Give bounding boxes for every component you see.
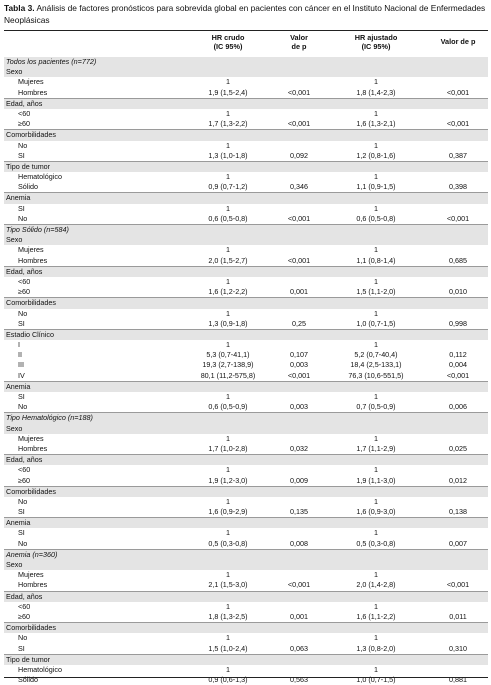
table-row <box>4 141 488 151</box>
cell-hr-ajustado: 1 <box>374 465 378 475</box>
cell-hr-crudo: 5,3 (0,7-41,1) <box>206 350 250 360</box>
header-hr-ajustado <box>326 34 426 51</box>
table-row <box>4 528 488 538</box>
cell-valor-p-ajustado: 0,010 <box>449 287 467 297</box>
cell-valor-p-ajustado: 0,138 <box>449 507 467 517</box>
row-label: Mujeres <box>18 245 44 255</box>
row-label: Hombres <box>18 255 48 265</box>
cell-valor-p-ajustado: 0,004 <box>449 360 467 370</box>
row-label: Estadio Clínico <box>6 329 54 339</box>
cell-hr-ajustado: 18,4 (2,5-133,1) <box>350 360 402 370</box>
row-label: No <box>18 140 28 150</box>
row-label: ≥60 <box>18 119 30 129</box>
cell-valor-p-ajustado: <0,001 <box>446 87 470 97</box>
table-variable-row <box>4 424 488 434</box>
row-label: Hombres <box>18 443 48 453</box>
table-row <box>4 633 488 643</box>
table-group-row <box>4 413 488 423</box>
cell-hr-ajustado: 1,7 (1,1-2,9) <box>356 443 396 453</box>
row-label: Hombres <box>18 580 48 590</box>
row-label: SI <box>18 507 25 517</box>
table-body <box>4 57 488 685</box>
cell-hr-ajustado: 1 <box>374 203 378 213</box>
table-variable-row <box>4 267 488 277</box>
table-variable-row <box>4 330 488 340</box>
cell-valor-p: 0,009 <box>290 475 308 485</box>
cell-valor-p: 0,063 <box>290 643 308 653</box>
row-label: Tipo de tumor <box>6 161 51 171</box>
row-label: <60 <box>18 276 31 286</box>
cell-hr-crudo: 1 <box>226 245 230 255</box>
cell-valor-p-ajustado: 0,006 <box>449 402 467 412</box>
table-row <box>4 77 488 87</box>
cell-hr-crudo: 1,9 (1,2-3,0) <box>208 475 248 485</box>
cell-hr-crudo: 1 <box>226 601 230 611</box>
cell-hr-ajustado: 1 <box>374 172 378 182</box>
cell-valor-p-ajustado: 0,310 <box>449 643 467 653</box>
cell-hr-crudo: 1,9 (1,5-2,4) <box>208 87 248 97</box>
table-variable-row <box>4 162 488 172</box>
cell-hr-crudo: 1,3 (0,9-1,8) <box>208 318 248 328</box>
table-row <box>4 309 488 319</box>
cell-valor-p-ajustado: 0,387 <box>449 150 467 160</box>
table-row <box>4 204 488 214</box>
table-variable-row <box>4 623 488 633</box>
row-label: SI <box>18 203 25 213</box>
cell-hr-crudo: 1 <box>226 276 230 286</box>
row-label: Hematológico <box>18 664 62 674</box>
table-row <box>4 287 488 298</box>
cell-hr-crudo: 1,7 (1,3-2,2) <box>208 119 248 129</box>
cell-hr-ajustado: 76,3 (10,6-551,5) <box>348 370 404 380</box>
row-label: Sexo <box>6 423 23 433</box>
row-label: <60 <box>18 601 31 611</box>
cell-hr-ajustado: 1,8 (1,4-2,3) <box>356 87 396 97</box>
table-variable-row <box>4 655 488 665</box>
cell-valor-p: 0,003 <box>290 402 308 412</box>
cell-hr-ajustado: 1 <box>374 433 378 443</box>
cell-hr-ajustado: 1 <box>374 570 378 580</box>
cell-valor-p-ajustado: 0,998 <box>449 318 467 328</box>
header-hr-crudo-line2: (IC 95%) <box>213 41 243 51</box>
row-label: ≥60 <box>18 287 30 297</box>
header-hr-crudo <box>182 34 274 51</box>
row-label: Anemia <box>6 193 31 203</box>
cell-valor-p-ajustado: 0,012 <box>449 475 467 485</box>
cell-hr-crudo: 1 <box>226 528 230 538</box>
table-row <box>4 602 488 612</box>
cell-hr-crudo: 0,6 (0,5-0,8) <box>208 213 248 223</box>
cell-hr-crudo: 1,5 (1,0-2,4) <box>208 643 248 653</box>
row-label: Anemia (n=360) <box>6 549 58 559</box>
row-label: Sólido <box>18 182 38 192</box>
cell-hr-ajustado: 0,7 (0,5-0,9) <box>356 402 396 412</box>
row-label: SI <box>18 150 25 160</box>
cell-hr-ajustado: 1,5 (1,1-2,0) <box>356 287 396 297</box>
cell-hr-ajustado: 1,1 (0,8-1,4) <box>356 255 396 265</box>
table-row <box>4 507 488 518</box>
table-variable-row <box>4 382 488 392</box>
table-row <box>4 214 488 225</box>
table-group-row <box>4 57 488 67</box>
cell-hr-crudo: 19,3 (2,7-138,9) <box>202 360 254 370</box>
row-label: Anemia <box>6 518 31 528</box>
row-label: III <box>18 360 24 370</box>
header-hr-ajustado-line1: HR ajustado <box>354 33 398 42</box>
cell-hr-ajustado: 1,0 (0,7-1,5) <box>356 675 396 685</box>
row-label: Todos los pacientes (n=772) <box>6 57 97 66</box>
cell-hr-crudo: 1 <box>226 77 230 87</box>
row-label: IV <box>18 370 25 380</box>
cell-hr-crudo: 2,0 (1,5-2,7) <box>208 255 248 265</box>
cell-hr-crudo: 0,9 (0,7-1,2) <box>208 182 248 192</box>
cell-hr-crudo: 1 <box>226 664 230 674</box>
cell-hr-ajustado: 1,6 (0,9-3,0) <box>356 507 396 517</box>
table-group-row <box>4 550 488 560</box>
row-label: Comorbilidades <box>6 130 56 140</box>
row-label: Comorbilidades <box>6 298 56 308</box>
cell-hr-ajustado: 1 <box>374 633 378 643</box>
cell-valor-p: 0,008 <box>290 538 308 548</box>
row-label: No <box>18 213 28 223</box>
row-label: I <box>18 340 20 350</box>
cell-hr-ajustado: 2,0 (1,4-2,8) <box>356 580 396 590</box>
table-row <box>4 665 488 675</box>
row-label: Hombres <box>18 87 48 97</box>
table-row <box>4 277 488 287</box>
row-label: Sexo <box>6 560 23 569</box>
cell-hr-crudo: 1 <box>226 392 230 401</box>
header-hr-crudo-line1: HR crudo <box>211 33 245 42</box>
row-label: <60 <box>18 465 31 475</box>
table-row <box>4 444 488 455</box>
cell-hr-ajustado: 1,0 (0,7-1,5) <box>356 318 396 328</box>
cell-hr-crudo: 1 <box>226 203 230 213</box>
table-row <box>4 119 488 130</box>
row-label: Edad, años <box>6 591 43 601</box>
cell-valor-p: 0,003 <box>290 360 308 370</box>
row-label: SI <box>18 318 25 328</box>
table-row <box>4 644 488 655</box>
cell-valor-p: 0,107 <box>290 350 308 360</box>
cell-hr-crudo: 1,6 (0,9-2,9) <box>208 507 248 517</box>
cell-valor-p: 0,001 <box>290 287 308 297</box>
table-row <box>4 392 488 402</box>
table-row <box>4 151 488 162</box>
cell-hr-ajustado: 0,6 (0,5-0,8) <box>356 213 396 223</box>
row-label: Mujeres <box>18 570 44 580</box>
cell-hr-crudo: 1 <box>226 433 230 443</box>
row-label: <60 <box>18 108 31 118</box>
cell-valor-p: <0,001 <box>287 255 311 265</box>
cell-hr-crudo: 1 <box>226 308 230 318</box>
table-row <box>4 109 488 119</box>
table-group-row <box>4 225 488 235</box>
table-variable-row <box>4 235 488 245</box>
cell-hr-crudo: 0,6 (0,5-0,9) <box>208 402 248 412</box>
cell-hr-ajustado: 1,6 (1,1-2,2) <box>356 611 396 621</box>
row-label: Sexo <box>6 235 23 245</box>
row-label: Edad, años <box>6 98 43 108</box>
table-header <box>4 34 488 56</box>
cell-hr-ajustado: 1 <box>374 340 378 350</box>
header-valor-p-line2: de p <box>291 41 307 51</box>
cell-valor-p-ajustado: <0,001 <box>446 370 470 380</box>
cell-hr-ajustado: 1 <box>374 108 378 118</box>
row-label: No <box>18 402 28 412</box>
cell-hr-crudo: 0,5 (0,3-0,8) <box>208 538 248 548</box>
cell-hr-ajustado: 1,3 (0,8-2,0) <box>356 643 396 653</box>
cell-hr-ajustado: 1,2 (0,8-1,6) <box>356 150 396 160</box>
table-row <box>4 465 488 475</box>
row-label: Mujeres <box>18 77 44 87</box>
cell-hr-ajustado: 1 <box>374 664 378 674</box>
cell-valor-p-ajustado: <0,001 <box>446 580 470 590</box>
table-caption-label: Tabla 3. <box>4 3 35 13</box>
row-label: Comorbilidades <box>6 623 56 633</box>
cell-hr-ajustado: 1 <box>374 245 378 255</box>
row-label: Hematológico <box>18 172 62 182</box>
cell-hr-crudo: 1 <box>226 172 230 182</box>
cell-valor-p-ajustado: 0,025 <box>449 443 467 453</box>
table-row <box>4 612 488 623</box>
table-top-rule <box>4 30 488 31</box>
cell-valor-p: 0,25 <box>292 318 306 328</box>
table-row <box>4 539 488 550</box>
cell-hr-crudo: 1,6 (1,2-2,2) <box>208 287 248 297</box>
row-label: No <box>18 538 28 548</box>
row-label: Tipo Sólido (n=584) <box>6 225 69 234</box>
cell-hr-ajustado: 1 <box>374 308 378 318</box>
cell-valor-p-ajustado: <0,001 <box>446 119 470 129</box>
row-label: ≥60 <box>18 611 30 621</box>
cell-hr-crudo: 2,1 (1,5-3,0) <box>208 580 248 590</box>
table-row <box>4 88 488 99</box>
cell-valor-p: 0,032 <box>290 443 308 453</box>
row-label: No <box>18 633 28 643</box>
header-valor-p <box>276 34 322 51</box>
cell-valor-p: <0,001 <box>287 370 311 380</box>
table-caption <box>4 3 488 26</box>
table-variable-row <box>4 298 488 308</box>
row-label: Edad, años <box>6 266 43 276</box>
cell-hr-ajustado: 1 <box>374 276 378 286</box>
cell-hr-crudo: 1 <box>226 140 230 150</box>
table-row <box>4 172 488 182</box>
row-label: SI <box>18 643 25 653</box>
table-variable-row <box>4 518 488 528</box>
table-row <box>4 245 488 255</box>
row-label: No <box>18 496 28 506</box>
cell-valor-p: 0,563 <box>290 675 308 685</box>
row-label: Sólido <box>18 675 38 685</box>
cell-hr-crudo: 80,1 (11,2-575,8) <box>200 370 256 380</box>
cell-valor-p: 0,092 <box>290 150 308 160</box>
table-variable-row <box>4 130 488 140</box>
row-label: ≥60 <box>18 475 30 485</box>
cell-valor-p-ajustado: <0,001 <box>446 213 470 223</box>
table-variable-row <box>4 193 488 203</box>
cell-hr-ajustado: 1 <box>374 601 378 611</box>
cell-hr-crudo: 1 <box>226 570 230 580</box>
cell-valor-p: 0,135 <box>290 507 308 517</box>
cell-hr-ajustado: 1 <box>374 528 378 538</box>
table-row <box>4 182 488 193</box>
header-valor-p-ajustado: Valor de p <box>440 37 476 46</box>
cell-valor-p-ajustado: 0,011 <box>449 611 467 621</box>
cell-hr-ajustado: 1 <box>374 392 378 401</box>
table-row <box>4 476 488 487</box>
cell-hr-crudo: 0,9 (0,6-1,3) <box>208 675 248 685</box>
cell-valor-p: <0,001 <box>287 580 311 590</box>
cell-hr-crudo: 1 <box>226 633 230 643</box>
row-label: Comorbilidades <box>6 486 56 496</box>
cell-valor-p-ajustado: 0,881 <box>449 675 467 685</box>
header-hr-ajustado-line2: (IC 95%) <box>361 41 391 51</box>
table-variable-row <box>4 487 488 497</box>
row-label: Tipo Hematológico (n=188) <box>6 413 93 423</box>
cell-hr-crudo: 1 <box>226 465 230 475</box>
table-bottom-rule <box>4 677 488 678</box>
table-row <box>4 434 488 444</box>
cell-valor-p: 0,001 <box>290 611 308 621</box>
cell-hr-crudo: 1 <box>226 496 230 506</box>
row-label: Sexo <box>6 67 23 77</box>
table-row <box>4 350 488 360</box>
table-row <box>4 340 488 350</box>
table-variable-row <box>4 99 488 109</box>
row-label: Mujeres <box>18 433 44 443</box>
table-row <box>4 371 488 382</box>
row-label: SI <box>18 392 25 401</box>
cell-valor-p: 0,346 <box>290 182 308 192</box>
cell-hr-crudo: 1,7 (1,0-2,8) <box>208 443 248 453</box>
table-row <box>4 402 488 413</box>
cell-hr-crudo: 1,3 (1,0-1,8) <box>208 150 248 160</box>
table-variable-row <box>4 560 488 570</box>
cell-hr-crudo: 1,8 (1,3-2,5) <box>208 611 248 621</box>
table-row <box>4 580 488 591</box>
row-label: II <box>18 350 22 360</box>
cell-hr-ajustado: 1 <box>374 496 378 506</box>
cell-valor-p-ajustado: 0,112 <box>449 350 467 360</box>
cell-hr-crudo: 1 <box>226 340 230 350</box>
row-label: Edad, años <box>6 455 43 465</box>
cell-valor-p-ajustado: 0,398 <box>449 182 467 192</box>
cell-hr-crudo: 1 <box>226 108 230 118</box>
cell-hr-ajustado: 1,9 (1,1-3,0) <box>356 475 396 485</box>
row-label: Anemia <box>6 381 31 391</box>
table-row <box>4 570 488 580</box>
cell-valor-p: <0,001 <box>287 119 311 129</box>
cell-hr-ajustado: 1 <box>374 140 378 150</box>
row-label: SI <box>18 528 25 538</box>
cell-hr-ajustado: 5,2 (0,7-40,4) <box>354 350 398 360</box>
cell-hr-ajustado: 1,6 (1,3-2,1) <box>356 119 396 129</box>
cell-valor-p: <0,001 <box>287 87 311 97</box>
table-variable-row <box>4 67 488 77</box>
cell-hr-ajustado: 0,5 (0,3-0,8) <box>356 538 396 548</box>
row-label: No <box>18 308 28 318</box>
cell-hr-ajustado: 1,1 (0,9-1,5) <box>356 182 396 192</box>
header-valor-p-line1: Valor <box>290 33 308 42</box>
table-row <box>4 256 488 267</box>
table-row <box>4 319 488 330</box>
cell-valor-p-ajustado: 0,007 <box>449 538 467 548</box>
row-label: Tipo de tumor <box>6 654 51 664</box>
cell-valor-p-ajustado: 0,685 <box>449 255 467 265</box>
cell-hr-ajustado: 1 <box>374 77 378 87</box>
table-row <box>4 360 488 370</box>
cell-valor-p: <0,001 <box>287 213 311 223</box>
table-caption-text: Análisis de factores pronósticos para sobrevida global en pacientes con cáncer en el Instituto Nacional de Enfermedades Neoplásicas <box>4 3 486 25</box>
table-variable-row <box>4 455 488 465</box>
table-variable-row <box>4 592 488 602</box>
table-row <box>4 497 488 507</box>
